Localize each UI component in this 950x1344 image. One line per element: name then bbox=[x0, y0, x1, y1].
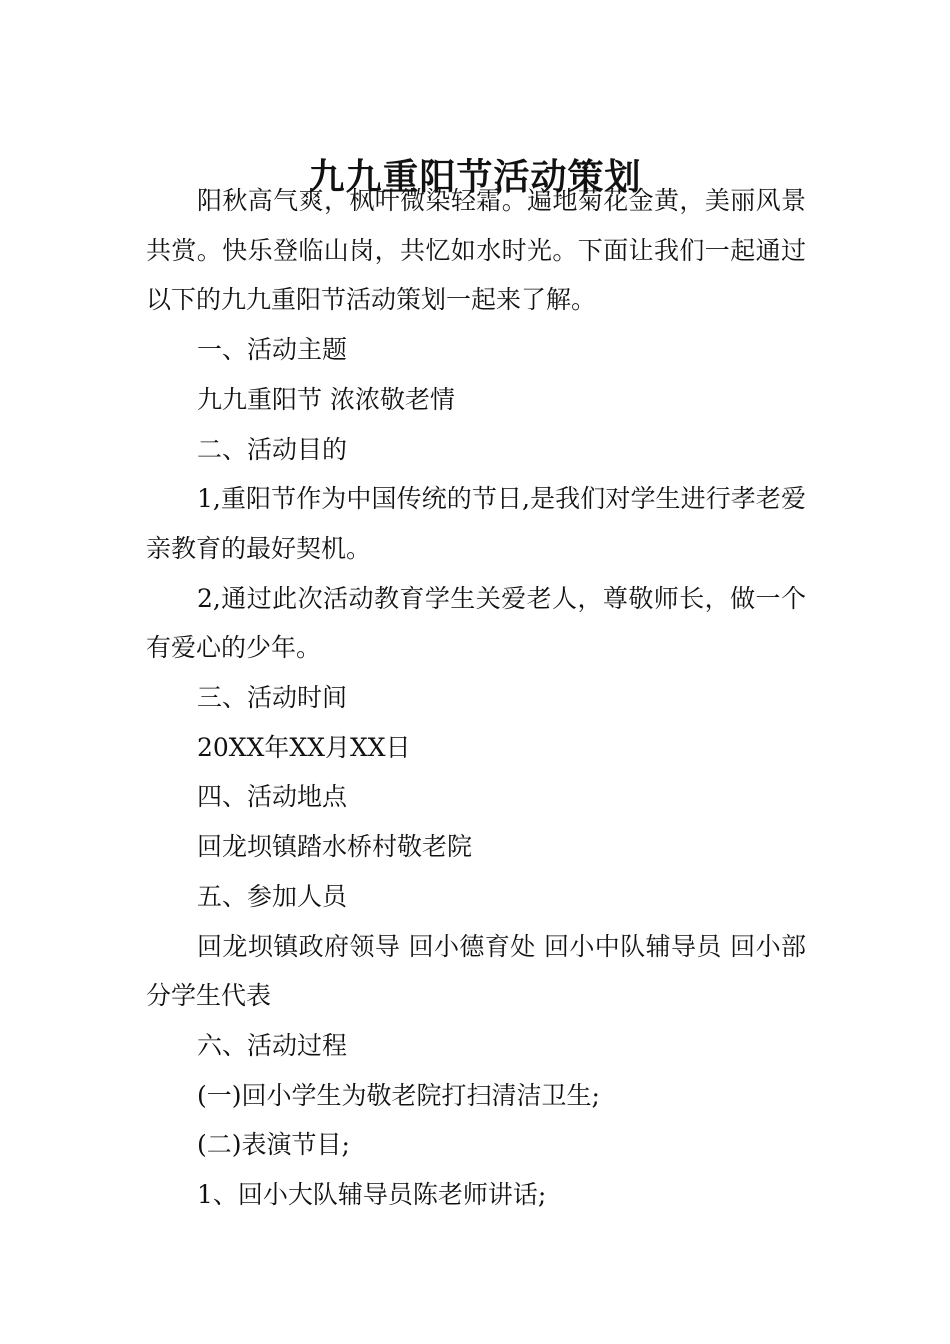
section-heading-purpose: 二、活动目的 bbox=[197, 434, 348, 464]
section-heading-time: 三、活动时间 bbox=[197, 683, 348, 713]
document-title: 九九重阳节活动策划 bbox=[308, 156, 642, 199]
intro-paragraph: 阳秋高气爽，枫叶微染轻霜。遍地菊花金黄，美丽风景共赏。快乐登临山岗，共忆如水时光。下面让我们一起通过以下的九九重阳节活动策划一起来了解。 bbox=[146, 186, 806, 315]
purpose-item-2: 2,通过此次活动教育学生关爱老人，尊敬师长，做一个有爱心的少年。 bbox=[146, 583, 806, 663]
process-step-2: (二)表演节目; bbox=[197, 1130, 350, 1160]
theme-text: 九九重阳节 浓浓敬老情 bbox=[197, 384, 455, 414]
process-step-1: (一)回小学生为敬老院打扫清洁卫生; bbox=[197, 1080, 600, 1110]
section-heading-theme: 一、活动主题 bbox=[197, 335, 348, 365]
section-heading-location: 四、活动地点 bbox=[197, 782, 348, 812]
time-text: 20XX年XX月XX日 bbox=[197, 732, 411, 762]
purpose-item-1: 1,重阳节作为中国传统的节日,是我们对学生进行孝老爱亲教育的最好契机。 bbox=[146, 484, 806, 563]
process-substep-1: 1、回小大队辅导员陈老师讲话; bbox=[197, 1180, 547, 1210]
participants-text: 回龙坝镇政府领导 回小德育处 回小中队辅导员 回小部分学生代表 bbox=[146, 931, 806, 1011]
section-heading-participants: 五、参加人员 bbox=[197, 881, 348, 911]
document-body bbox=[146, 176, 806, 1220]
location-text: 回龙坝镇踏水桥村敬老院 bbox=[197, 832, 473, 862]
section-heading-process: 六、活动过程 bbox=[197, 1030, 348, 1060]
